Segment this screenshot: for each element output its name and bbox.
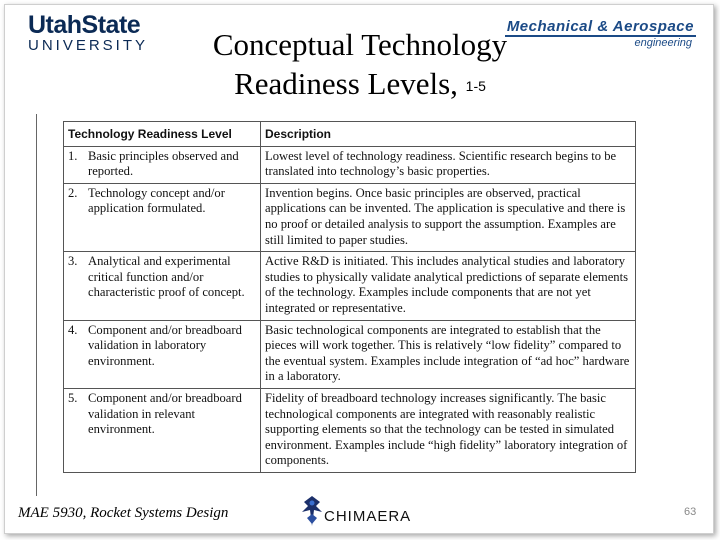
trl-table-image — [36, 114, 643, 496]
title-superscript: 1-5 — [465, 78, 486, 94]
level-number: 1. — [68, 148, 78, 163]
table-header-row — [64, 122, 636, 147]
level-name: Technology concept and/or application formulated. — [88, 185, 225, 216]
page-number: 63 — [684, 506, 697, 518]
level-cell — [64, 252, 261, 320]
description-cell: Basic technological components are integrated to establish that the pieces will work together. This is relatively “low fidelity” compared to the eventual system. Examples include integration of “ad hoc” hardware in a laboratory. — [261, 320, 636, 388]
chimaera-text: CHIMAERA — [324, 508, 412, 525]
header-description: Description — [261, 122, 636, 147]
level-name: Component and/or breadboard validation in laboratory environment. — [88, 322, 242, 368]
chimaera-logo — [298, 494, 418, 528]
level-name: Component and/or breadboard validation in relevant environment. — [88, 390, 242, 437]
table-row — [64, 388, 636, 472]
table-row — [64, 320, 636, 388]
level-number: 5. — [68, 390, 78, 405]
level-name: Analytical and experimental critical function and/or characteristic proof of concept. — [88, 254, 245, 300]
title-line-2-text: Readiness Levels, — [234, 66, 458, 101]
mae-logo-bottom: engineering — [634, 37, 692, 49]
header-trl: Technology Readiness Level — [64, 122, 261, 147]
level-cell — [64, 183, 261, 251]
description-cell: Active R&D is initiated. This includes analytical studies and laboratory studies to physically validate analytical predictions of separate elements of the technology. Examples include components that are not yet integrated or representative. — [261, 252, 636, 320]
description-cell: Invention begins. Once basic principles are observed, practical applications can be invented. The application is speculative and there is no proof or detailed analysis to support the assumption. Examples are still limited to paper studies. — [261, 183, 636, 251]
table-row — [64, 252, 636, 320]
course-footer: MAE 5930, Rocket Systems Design — [18, 505, 229, 521]
usu-logo-bottom: UNIVERSITY — [28, 37, 149, 54]
level-cell — [64, 388, 261, 472]
level-number: 4. — [68, 322, 78, 337]
description-cell: Fidelity of breadboard technology increases significantly. The basic technological components are integrated with reasonably realistic supporting elements so that the technology can be tested in simulated environment. Examples include “high fidelity” laboratory integration of components. — [261, 388, 636, 472]
level-number: 2. — [68, 185, 78, 200]
title-line-2 — [140, 64, 580, 109]
mae-logo-top: Mechanical & Aerospace — [506, 18, 694, 35]
level-number: 3. — [68, 254, 78, 269]
utah-state-logo — [28, 12, 153, 54]
title-line-1: Conceptual Technology — [212, 27, 508, 62]
table-row — [64, 146, 636, 183]
level-cell — [64, 320, 261, 388]
slide-title — [140, 25, 580, 109]
table-row — [64, 183, 636, 251]
usu-logo-top: UtahState — [28, 11, 141, 39]
trl-table — [63, 121, 636, 473]
level-name: Basic principles observed and reported. — [88, 148, 239, 179]
chimaera-emblem-icon — [298, 494, 326, 528]
level-cell — [64, 146, 261, 183]
description-cell: Lowest level of technology readiness. Scientific research begins to be translated into technology’s basic properties. — [261, 146, 636, 183]
